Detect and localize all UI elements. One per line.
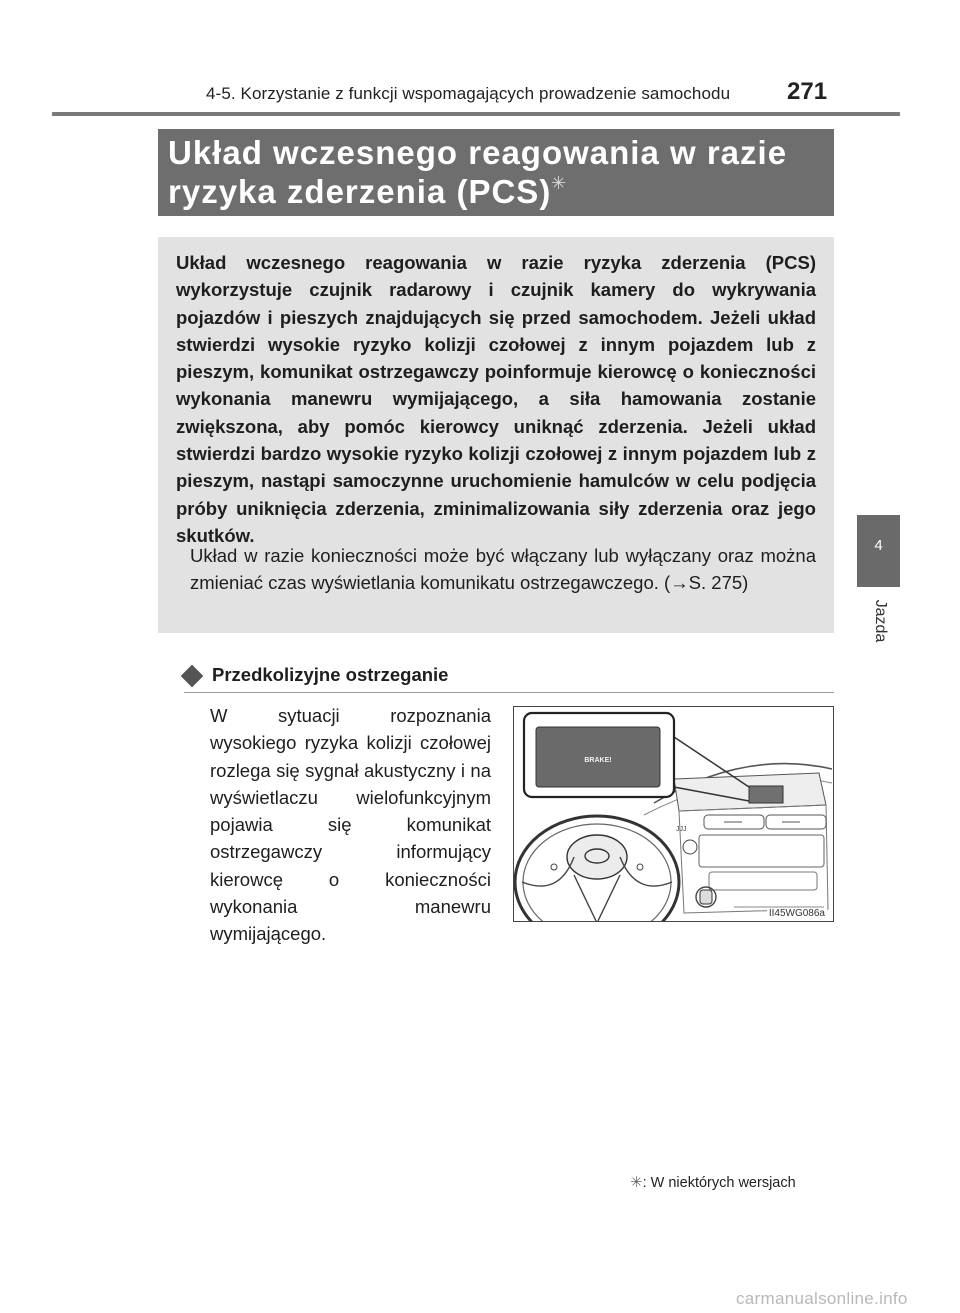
intro-paragraph: Układ wczesnego reagowania w razie ryzyka zderzenia (PCS) wykorzystuje czujnik radarowy i czujnik kamery do wykrywania pojazdów i pieszych znajdujących się przed samochodem. Jeżeli układ stwierdzi wysokie ryzyko kolizji czołowej z innym pojazdem lub z pieszym, komunikat ostrzegawczy poinformuje kierowcę o konieczności wykonania manewru wymijającego, a siła hamowania zostanie zwiększona, aby pomóc kierowcy uniknąć zderzenia. Jeżeli układ stwierdzi bardzo wysokie ryzyko kolizji czołowej z innym pojazdem lub z pieszym, nastąpi samoczynne uruchomienie hamulców w celu podjęcia próby uniknięcia zderzenia, zminimalizowania siły zderzenia oraz jego skutków. bbox=[176, 252, 816, 546]
diamond-bullet-icon bbox=[181, 665, 204, 688]
footnote-asterisk: ✳ bbox=[630, 1174, 643, 1191]
intro-note: Układ w razie konieczności może być włączany lub wyłączany oraz można zmieniać czas wyświetlania komunikatu ostrzegawczego. (→S. 275) bbox=[190, 545, 816, 593]
brake-warning-text: BRAKE! bbox=[584, 757, 612, 764]
dashboard-drawing bbox=[514, 707, 834, 922]
subsection-title: Przedkolizyjne ostrzeganie bbox=[212, 664, 449, 685]
footnote-text: : W niektórych wersjach bbox=[642, 1175, 796, 1191]
running-header: 4-5. Korzystanie z funkcji wspomagających prowadzenie samochodu bbox=[206, 84, 731, 103]
title-line-1: Układ wczesnego reagowania w razie bbox=[168, 134, 788, 171]
chapter-label-text: Jazda bbox=[872, 599, 889, 643]
svg-text:JJJ: JJJ bbox=[676, 826, 687, 833]
watermark: carmanualsonline.info bbox=[736, 1289, 908, 1308]
subsection-body: W sytuacji rozpoznania wysokiego ryzyka kolizji czołowej rozlega się sygnał akustyczny i na wyświetlaczu wielofunkcyjnym pojawia się komunikat ostrzegawczy informujący kierowcę o konieczności wykonania manewru wymijającego. bbox=[210, 705, 491, 945]
title-line-2: ryzyka zderzenia (PCS) bbox=[168, 173, 552, 210]
footnote bbox=[630, 1173, 796, 1191]
header-rule bbox=[52, 112, 900, 116]
intro-box bbox=[158, 237, 834, 633]
page-number: 271 bbox=[787, 78, 828, 105]
subsection-rule bbox=[184, 692, 834, 693]
title-asterisk: ✳ bbox=[551, 173, 567, 193]
chapter-number: 4 bbox=[874, 537, 883, 554]
dashboard-illustration bbox=[513, 706, 834, 922]
chapter-tab bbox=[857, 515, 900, 587]
section-title bbox=[158, 129, 834, 216]
chapter-label bbox=[866, 594, 892, 650]
figure-code: II45WG086a bbox=[768, 908, 825, 919]
